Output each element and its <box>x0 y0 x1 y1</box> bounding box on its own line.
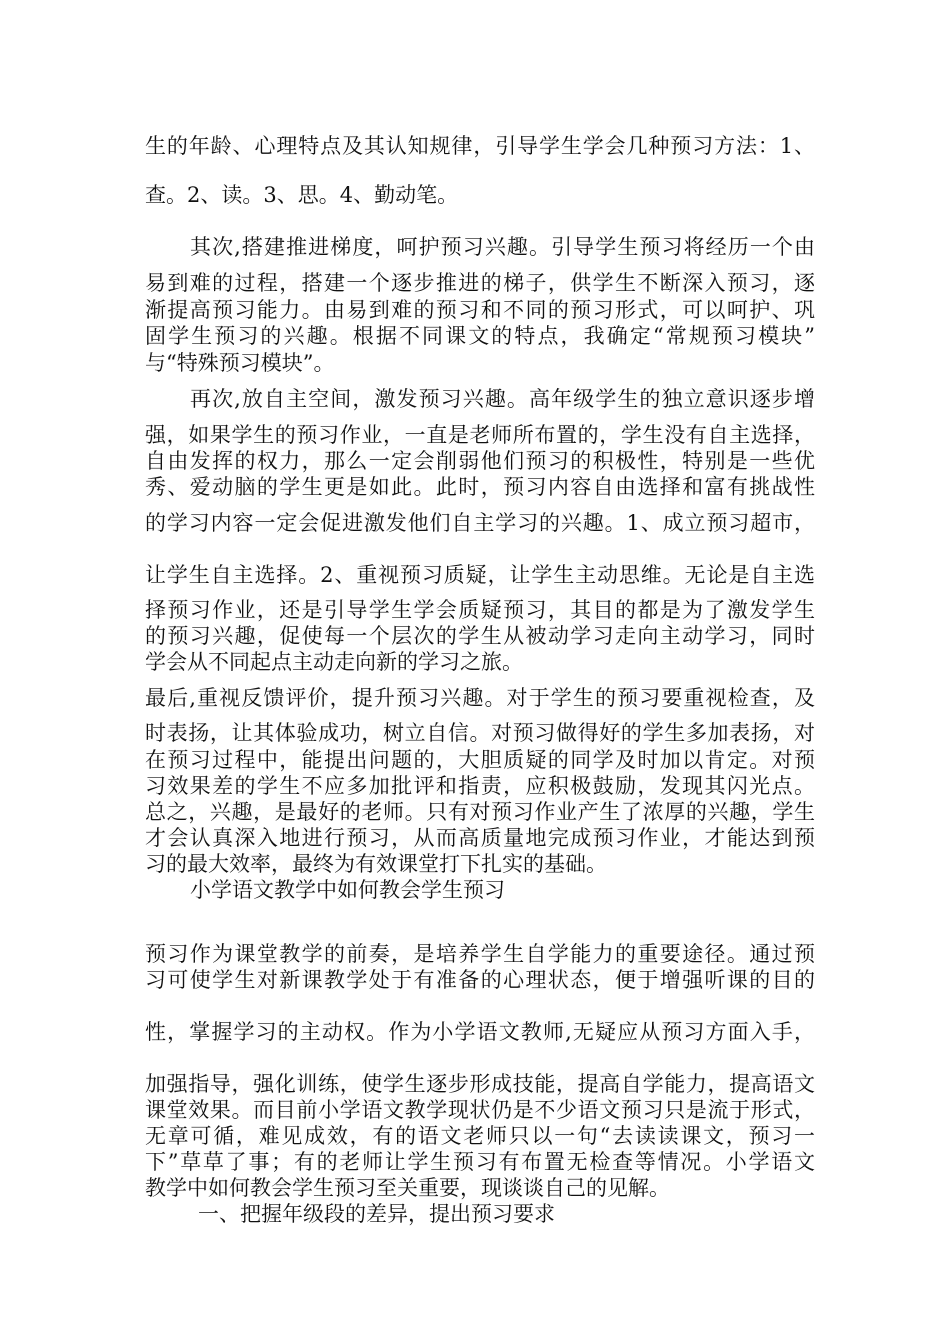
text-line: 无章可循，难见成效，有的语文老师只以一句“去读读课文，预习一 <box>145 1124 815 1148</box>
text-line: 择预习作业，还是引导学生学会质疑预习，其目的都是为了激发学生 <box>145 598 815 622</box>
text-line: 教学中如何教会学生预习至关重要，现谈谈自己的见解。 <box>145 1176 670 1200</box>
text-line: 强，如果学生的预习作业，一直是老师所布置的，学生没有自主选择， <box>145 423 815 447</box>
text-line: 时表扬，让其体验成功，树立自信。对预习做得好的学生多加表扬，对 <box>145 721 815 745</box>
text-line: 习的最大效率，最终为有效课堂打下扎实的基础。 <box>145 852 607 876</box>
text-line: 加强指导，强化训练，使学生逐步形成技能，提高自学能力，提高语文 <box>145 1072 815 1096</box>
text-line: 的学习内容一定会促进激发他们自主学习的兴趣。1、成立预习超市， <box>145 511 815 535</box>
text-line: 渐提高预习能力。由易到难的预习和不同的预习形式，可以呵护、巩 <box>145 298 815 322</box>
text-line: 自由发挥的权力，那么一定会削弱他们预习的积极性，特别是一些优 <box>145 449 815 473</box>
text-line: 在预习过程中，能提出问题的，大胆质疑的同学及时加以肯定。对预 <box>145 748 815 772</box>
text-line: 固学生预习的兴趣。根据不同课文的特点，我确定“常规预习模块” <box>145 324 815 348</box>
text-line: 预习作为课堂教学的前奏，是培养学生自学能力的重要途径。通过预 <box>145 942 815 966</box>
section-heading: 小学语文教学中如何教会学生预习 <box>190 878 505 902</box>
text-line: 最后,重视反馈评价，提升预习兴趣。对于学生的预习要重视检查，及 <box>145 686 815 710</box>
text-line: 生的年龄、心理特点及其认知规律，引导学生学会几种预习方法：1、 <box>145 134 815 158</box>
text-line: 总之，兴趣，是最好的老师。只有对预习作业产生了浓厚的兴趣，学生 <box>145 800 815 824</box>
text-line: 再次,放自主空间，激发预习兴趣。高年级学生的独立意识逐步增 <box>190 387 815 411</box>
text-line: 与“特殊预习模块”。 <box>145 351 335 375</box>
section-heading: 一、把握年级段的差异，提出预习要求 <box>198 1202 555 1226</box>
text-line: 易到难的过程，搭建一个逐步推进的梯子，供学生不断深入预习，逐 <box>145 271 815 295</box>
text-line: 下”草草了事；有的老师让学生预习有布置无检查等情况。小学语文 <box>145 1150 815 1174</box>
text-line: 其次,搭建推进梯度，呵护预习兴趣。引导学生预习将经历一个由 <box>190 235 815 259</box>
text-line: 课堂效果。而目前小学语文教学现状仍是不少语文预习只是流于形式， <box>145 1098 815 1122</box>
text-line: 让学生自主选择。2、重视预习质疑，让学生主动思维。无论是自主选 <box>145 563 815 587</box>
text-line: 性，掌握学习的主动权。作为小学语文教师,无疑应从预习方面入手， <box>145 1020 815 1044</box>
text-line: 秀、爱动脑的学生更是如此。此时，预习内容自由选择和富有挑战性 <box>145 475 815 499</box>
text-line: 习可使学生对新课教学处于有准备的心理状态，便于增强听课的目的 <box>145 968 815 992</box>
text-line: 习效果差的学生不应多加批评和指责，应积极鼓励，发现其闪光点。 <box>145 774 815 798</box>
text-line: 查。2、读。3、思。4、勤动笔。 <box>145 183 459 207</box>
text-line: 的预习兴趣，促使每一个层次的学生从被动学习走向主动学习，同时 <box>145 624 815 648</box>
text-line: 学会从不同起点主动走向新的学习之旅。 <box>145 650 523 674</box>
text-line: 才会认真深入地进行预习，从而高质量地完成预习作业，才能达到预 <box>145 826 815 850</box>
